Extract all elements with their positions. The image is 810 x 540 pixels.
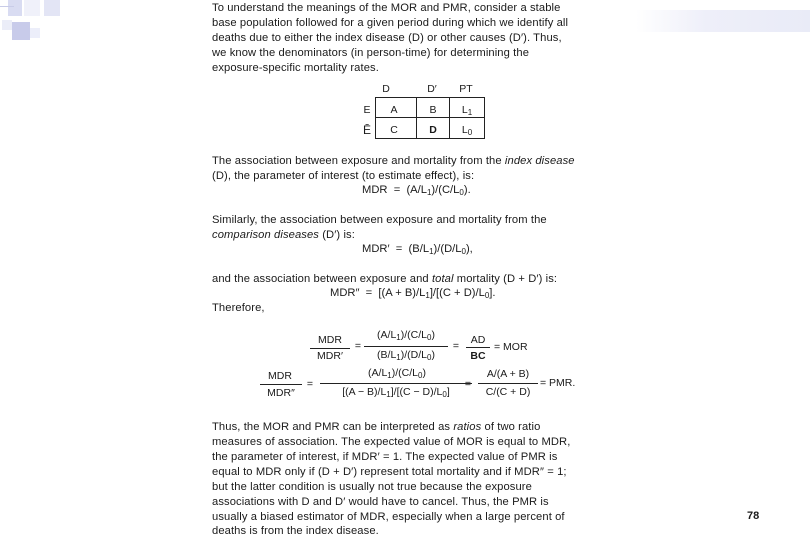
intro-line: base population followed for a given period during which we identify all xyxy=(212,17,569,29)
fraction-bar xyxy=(320,383,472,384)
equation-result: = MOR xyxy=(494,341,528,353)
table-header: D xyxy=(382,83,390,95)
decor-banner xyxy=(636,10,810,32)
similar-line: Similarly, the association between exposure and mortality from the xyxy=(212,214,547,226)
conclusion-line: but the latter condition is usually not true because the exposure xyxy=(212,481,532,493)
table-cell: A xyxy=(390,104,398,116)
fraction-denominator: $(B/L_1)/(D/L_0)$ xyxy=(377,349,435,362)
fraction-numerator: AD xyxy=(470,334,486,346)
table-rule xyxy=(375,97,376,138)
fraction-numerator: MDR xyxy=(268,370,292,382)
fraction-denominator: MDR′ xyxy=(317,350,343,362)
conclusion-line: measures of association. The expected value of MOR is equal to MDR, xyxy=(212,436,571,448)
intro-line: To understand the meanings of the MOR and PMR, consider a stable xyxy=(212,2,561,14)
fraction-bar xyxy=(478,383,538,384)
conclusion-line: deaths is from the index disease. xyxy=(212,525,379,537)
table-header: D′ xyxy=(427,83,437,95)
table-header: PT xyxy=(459,83,473,95)
table-row-label: Ē xyxy=(362,123,371,137)
decor-square xyxy=(30,28,40,38)
conclusion-line: usually a biased estimator of MDR, especially when a large percent of xyxy=(212,511,565,523)
table-rule xyxy=(375,97,485,98)
mdr-prime-equation: $MDR' = (B/L_1)/(D/L_0)$, xyxy=(362,243,473,256)
mdr-dprime-equation: $MDR'' = [(A + B)/L_1]/[(C + D)/L_0]$. xyxy=(330,287,496,300)
therefore-text: Therefore, xyxy=(212,302,265,314)
equals-sign: = xyxy=(306,378,314,390)
table-cell: B xyxy=(429,104,437,116)
table-cell: D xyxy=(429,124,437,136)
fraction-numerator: A/(A + B) xyxy=(486,368,530,380)
decor-square xyxy=(24,0,40,16)
equals-sign: = xyxy=(464,378,472,390)
intro-line: deaths due to either the index disease (D) or other causes (D′). Thus, xyxy=(212,32,562,44)
fraction-numerator: MDR xyxy=(318,334,342,346)
equation-result: = PMR. xyxy=(540,377,576,389)
table-rule xyxy=(484,97,485,138)
decor-square xyxy=(44,0,60,16)
table-cell: $L_1$ xyxy=(461,104,473,117)
intro-line: exposure-specific mortality rates. xyxy=(212,62,379,74)
equals-sign: = xyxy=(354,340,362,352)
mdr-equation: MDR = $(A/L_1)/(C/L_0)$. xyxy=(362,184,471,197)
conclusion-line: the parameter of interest, if MDR′ = 1. The expected value of PMR is xyxy=(212,451,558,463)
decor-square xyxy=(12,22,30,40)
equals-sign: = xyxy=(452,340,460,352)
fraction-bar xyxy=(466,347,490,348)
fraction-denominator: C/(C + D) xyxy=(485,386,531,398)
total-line: and the association between exposure and total mortality (D + D′) is: xyxy=(212,273,558,285)
fraction-bar xyxy=(310,348,350,349)
table-row-label: E xyxy=(363,104,371,116)
decor-line xyxy=(0,6,14,7)
table-rule xyxy=(416,97,417,138)
conclusion-line: Thus, the MOR and PMR can be interpreted as ratios of two ratio xyxy=(212,421,541,433)
intro-line: we know the denominators (in person-time) for determining the xyxy=(212,47,530,59)
assoc-line: The association between exposure and mortality from the index disease xyxy=(212,155,575,167)
table-cell: $L_0$ xyxy=(461,124,473,137)
fraction-numerator: $(A/L_1)/(C/L_0)$ xyxy=(377,329,435,342)
fraction-denominator: BC xyxy=(470,350,486,362)
table-cell: C xyxy=(390,124,398,136)
fraction-denominator: $[(A - B)/L_1]/[(C - D)/L_0]$ xyxy=(342,386,450,399)
table-rule xyxy=(375,117,485,118)
conclusion-line: associations with D and D′ would have to cancel. Thus, the PMR is xyxy=(212,496,549,508)
fraction-numerator: $(A/L_1)/(C/L_0)$ xyxy=(368,367,426,380)
decor-square xyxy=(8,0,22,16)
decor-square xyxy=(2,20,12,30)
table-rule xyxy=(375,138,485,139)
similar-line: comparison diseases (D′) is: xyxy=(212,229,355,241)
document-page xyxy=(212,0,642,540)
conclusion-line: equal to MDR only if (D + D′) represent total mortality and if MDR″ = 1; xyxy=(212,466,567,478)
fraction-bar xyxy=(364,346,448,347)
assoc-line: (D), the parameter of interest (to estimate effect), is: xyxy=(212,170,475,182)
fraction-bar xyxy=(260,384,302,385)
table-rule xyxy=(449,97,450,138)
page-number: 78 xyxy=(747,510,760,522)
fraction-denominator: MDR″ xyxy=(267,387,295,399)
